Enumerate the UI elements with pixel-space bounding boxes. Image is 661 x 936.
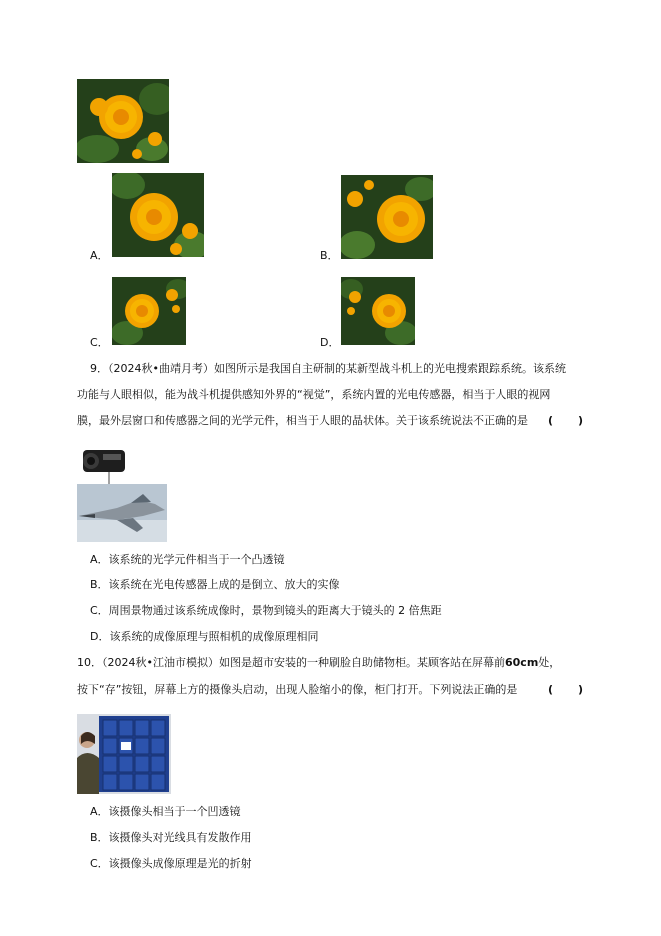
option-c-label[interactable]: C． bbox=[90, 336, 109, 349]
option-a-label[interactable]: A． bbox=[90, 249, 109, 262]
flower-photo-option-c[interactable] bbox=[112, 277, 186, 345]
q9-option-d[interactable]: D．该系统的成像原理与照相机的成像原理相同 bbox=[90, 630, 319, 643]
q10-stem-line-1-part-a: 10．（2024秋•江油市模拟）如图是超市安装的一种刷脸自助储物柜。某顾客站在屏幕前 bbox=[77, 656, 505, 669]
q9-option-b[interactable]: B．该系统在光电传感器上成的是倒立、放大的实像 bbox=[90, 578, 340, 591]
q9-stem-line-2: 功能与人眼相似，能为战斗机提供感知外界的“视觉”，系统内置的光电传感器，相当于人眼的视网 bbox=[77, 388, 551, 401]
flower-photo-option-d[interactable] bbox=[341, 277, 415, 345]
q9-option-a[interactable]: A．该系统的光学元件相当于一个凸透镜 bbox=[90, 553, 285, 566]
q9-answer-bracket-open: ( bbox=[548, 414, 554, 427]
q10-option-b[interactable]: B．该摄像头对光线具有发散作用 bbox=[90, 831, 252, 844]
q10-answer-bracket-close: ) bbox=[578, 683, 584, 696]
q10-distance-value: 60cm bbox=[504, 656, 539, 669]
q10-option-c[interactable]: C．该摄像头成像原理是光的折射 bbox=[90, 857, 252, 870]
option-b-label[interactable]: B． bbox=[320, 249, 339, 262]
q9-option-c[interactable]: C．周围景物通过该系统成像时，景物到镜头的距离大于镜头的 2 倍焦距 bbox=[90, 604, 442, 617]
flower-photo-option-b[interactable] bbox=[341, 175, 433, 259]
flower-photo-original bbox=[77, 79, 169, 163]
q10-option-a[interactable]: A．该摄像头相当于一个凹透镜 bbox=[90, 805, 241, 818]
face-recognition-locker-image bbox=[77, 714, 171, 794]
q9-answer-bracket-close: ) bbox=[578, 414, 584, 427]
q10-stem-line-1 bbox=[77, 656, 560, 670]
q10-answer-bracket-open: ( bbox=[548, 683, 554, 696]
q9-stem-line-3: 膜，最外层窗口和传感器之间的光学元件，相当于人眼的晶状体。关于该系统说法不正确的是 bbox=[77, 414, 528, 427]
fighter-jet-sensor-image bbox=[77, 446, 167, 542]
flower-photo-option-a[interactable] bbox=[112, 173, 204, 257]
q9-stem-line-1: 9．（2024秋•曲靖月考）如图所示是我国自主研制的某新型战斗机上的光电搜索跟踪系统。该系统 bbox=[90, 362, 566, 375]
q10-stem-line-2: 按下“存”按钮，屏幕上方的摄像头启动，出现人脸缩小的像，柜门打开。下列说法正确的是 bbox=[77, 683, 518, 696]
q10-stem-line-1-part-c: 处， bbox=[538, 656, 561, 669]
option-d-label[interactable]: D． bbox=[320, 336, 340, 349]
